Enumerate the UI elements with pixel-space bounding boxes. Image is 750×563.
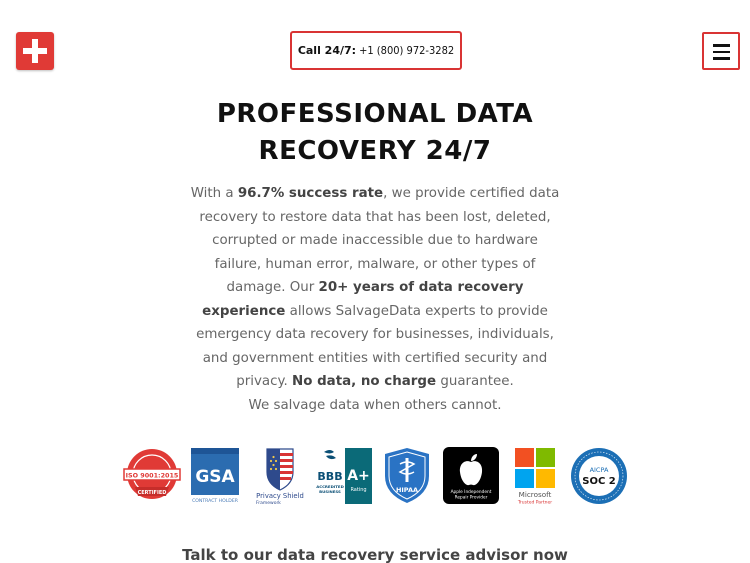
soc2-text: SOC 2 (582, 476, 616, 487)
apple-line2: Repair Provider (454, 495, 488, 501)
title-line-2: RECOVERY 24/7 (258, 136, 492, 166)
bbb-sub1: ACCREDITED (316, 484, 344, 489)
bbb-rating: Rating (350, 487, 367, 493)
no-charge-highlight: No data, no charge (292, 374, 437, 389)
aicpa-soc2-badge-icon (569, 446, 629, 506)
desc-text-3: allows SalvageData experts to provide emergency data recovery for businesses, individuals, and government entities with certified security and privacy. (196, 303, 554, 389)
success-rate-highlight: 96.7% success rate (237, 186, 384, 201)
gsa-badge-sub: CONTRACT HOLDER (192, 499, 238, 504)
privacy-shield-badge-icon (254, 446, 306, 506)
iso-9001-badge-icon (123, 446, 181, 506)
privacy-shield-line1: Privacy Shield (256, 492, 304, 500)
call-number: +1 (800) 972-3282 (359, 44, 455, 57)
microsoft-line1: Microsoft (518, 490, 552, 499)
menu-line (713, 51, 730, 54)
logo-plus-vertical (32, 39, 38, 63)
bbb-sub2: BUSINESS (319, 489, 341, 494)
menu-line (713, 57, 730, 60)
microsoft-partner-badge-icon (512, 446, 558, 506)
advisor-heading: Talk to our data recovery service advisor now (182, 546, 568, 563)
hipaa-badge-icon (381, 446, 433, 506)
desc-text-2: , we provide certified data recovery to restore data that has been lost, deleted, corrupted or made inaccessible due to hardware failure, human error, malware, or other types of damage. Our (199, 186, 560, 295)
menu-line (713, 44, 730, 47)
hero-description (190, 182, 560, 417)
hipaa-text: HIPAA (395, 486, 419, 494)
experience-highlight: 20+ years of data recovery experience (202, 280, 524, 319)
logo-plus-icon[interactable] (16, 32, 54, 70)
gsa-badge-text: GSA (195, 467, 235, 487)
bbb-grade: A+ (347, 468, 370, 484)
privacy-shield-line2: Framework (256, 501, 281, 506)
microsoft-line2: Trusted Partner (517, 500, 553, 506)
desc-text-4: guarantee. (436, 374, 514, 389)
call-button[interactable] (290, 31, 462, 70)
aicpa-text: AICPA (589, 466, 609, 474)
apple-line1: Apple Independent (450, 490, 492, 495)
gsa-badge-icon (189, 446, 241, 506)
certification-badges (0, 446, 750, 508)
iso-badge-text: ISO 9001:2015 (125, 471, 179, 480)
iso-ribbon-text: CERTIFIED (137, 490, 167, 496)
title-line-1: PROFESSIONAL DATA (216, 99, 534, 129)
hamburger-menu-icon[interactable] (702, 32, 740, 70)
page-title (175, 96, 575, 170)
desc-text-1: With a (190, 186, 238, 201)
call-label: Call 24/7: (297, 44, 357, 57)
bbb-text: BBB (317, 470, 343, 483)
tagline: We salvage data when others cannot. (248, 397, 502, 413)
apple-repair-provider-badge-icon (442, 446, 500, 506)
bbb-accredited-badge-icon (316, 446, 372, 506)
